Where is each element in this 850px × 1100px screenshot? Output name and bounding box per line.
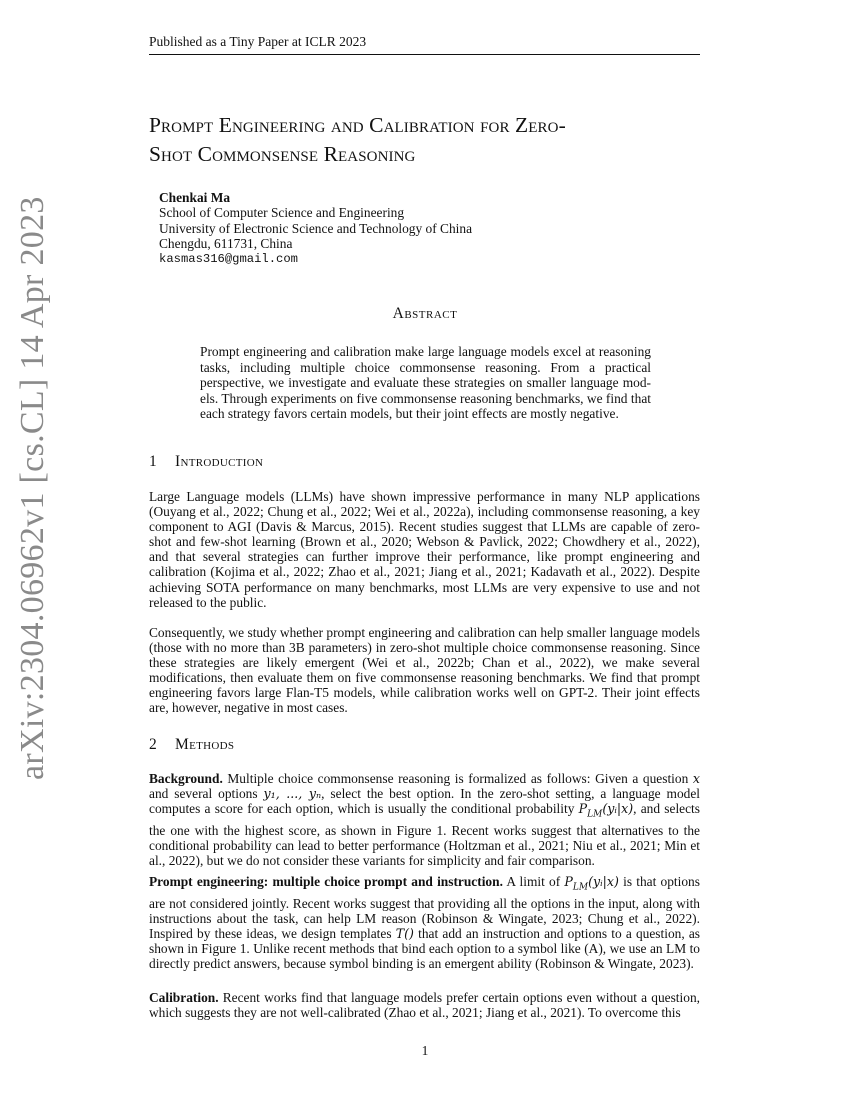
paper-title xyxy=(149,111,709,169)
text-run: that add an instruction and options to a question, as shown in Figure 1. Unlike recent methods that bind each option to a symbol like (A), we use an LM to directly predict answers, because symbol binding is an emergent ability (Robinson & Wingate, 2023). xyxy=(149,925,701,971)
text-run: A limit of xyxy=(502,874,565,889)
author-location: Chengdu, 611731, China xyxy=(159,236,293,252)
author-affiliation-1: School of Computer Science and Engineering xyxy=(159,205,405,221)
math-conditional-probability: $P_{LM}(yᵢ|x)$ xyxy=(578,801,634,820)
text-run: Recent works find that language models prefer certain options even without a question, which suggests they are not well-calibrated (Zhao et al., 2021; Jiang et al., 2021). To overcome this xyxy=(149,990,700,1021)
author-block xyxy=(159,190,472,267)
text-run: Multiple choice commonsense reasoning is formalized as follows: Given a question xyxy=(222,771,693,786)
text-run: , select the best option. In the zero-shot setting, a language model computes a score for each option, which is usually the conditional probability xyxy=(149,786,701,817)
math-options: y₁, ..., yₙ xyxy=(263,786,322,802)
arxiv-identifier: arXiv:2304.06962v1 [cs.CL] 14 Apr 2023 xyxy=(14,196,51,780)
section-number: 1 xyxy=(149,453,158,470)
methods-prompt-paragraph xyxy=(149,874,700,971)
section-heading-introduction xyxy=(149,453,263,471)
title-line-1: Prompt Engineering and Calibration for Zero- xyxy=(149,113,566,137)
author-affiliation-2: University of Electronic Science and Technology of China xyxy=(159,220,473,236)
abstract-heading: Abstract xyxy=(392,305,458,322)
section-title: Methods xyxy=(175,736,235,753)
paragraph-label: Prompt engineering: multiple choice prompt and instruction. xyxy=(149,874,503,889)
author-email: kasmas316@gmail.com xyxy=(159,251,298,266)
section-heading-methods xyxy=(149,736,234,754)
paragraph-label: Calibration. xyxy=(149,990,219,1005)
paragraph-label: Background. xyxy=(149,771,223,786)
intro-paragraph-2: Consequently, we study whether prompt engineering and calibration can help smaller language models (those with no more than 3B parameters) in zero-shot multiple choice commonsense reasoning. Since these strategies are likely emergent (Wei et al., 2022b; Chan et al., 2022), we make several modifications, then evaluate them on five commonsense reasoning benchmarks. We find that prompt engineering favors large Flan-T5 models, while calibration works well on GPT-2. Their joint effects are, however, negative in most cases. xyxy=(149,625,700,716)
section-number: 2 xyxy=(149,736,158,753)
math-template: T() xyxy=(395,925,414,941)
methods-background-paragraph xyxy=(149,771,700,868)
running-header: Published as a Tiny Paper at ICLR 2023 xyxy=(149,34,367,49)
text-run: is that options are not considered jointly. Recent works suggest that providing all the options in the input, along with instructions about the task, can help LM reason (Robinson & Wingate, 2023; Chung et al., 2022). Inspired by these ideas, we design templates xyxy=(149,874,700,941)
header-rule xyxy=(149,54,700,55)
author-name: Chenkai Ma xyxy=(159,190,231,205)
text-run: and several options xyxy=(149,786,264,802)
text-run: , and selects the one with the highest score, as shown in Figure 1. Recent works suggest that alternatives to the conditional probability can lead to better performance (Holtzman et al., 2021; Niu et al., 2021; Min et al., 2022), but we do not consider these variants for simplicity and fair comparison. xyxy=(149,801,700,868)
abstract-text: Prompt engineering and calibration make large language models excel at reasoning tasks, including multiple choice commonsense reasoning. From a practical perspective, we investigate and evaluate these strategies on smaller language models. Through experiments on five commonsense reasoning benchmarks, we find that each strategy favors certain models, but their joint effects are mostly negative. xyxy=(200,344,651,421)
methods-calibration-paragraph xyxy=(149,990,700,1020)
math-conditional-probability: $P_{LM}(yᵢ|x)$ xyxy=(564,874,619,893)
section-title: Introduction xyxy=(175,453,264,470)
intro-paragraph-1: Large Language models (LLMs) have shown impressive performance in many NLP applications (Ouyang et al., 2022; Chung et al., 2022; Wei et al., 2022a), including commonsense reasoning, a key component to AGI (Davis & Marcus, 2015). Recent studies suggest that LLMs are capable of zero-shot and few-shot learning (Brown et al., 2020; Webson & Pavlick, 2022; Chowdhery et al., 2022), and that several strategies can further improve their performance, like prompt engineering and calibration (Kojima et al., 2022; Zhao et al., 2021; Jiang et al., 2021; Kadavath et al., 2022). Despite achieving SOTA performance on many benchmarks, most LLMs are very expensive to use and not released to the public. xyxy=(149,489,700,610)
page-number: 1 xyxy=(421,1043,429,1058)
title-line-2: Shot Commonsense Reasoning xyxy=(149,142,416,166)
math-variable-x: x xyxy=(692,771,700,786)
